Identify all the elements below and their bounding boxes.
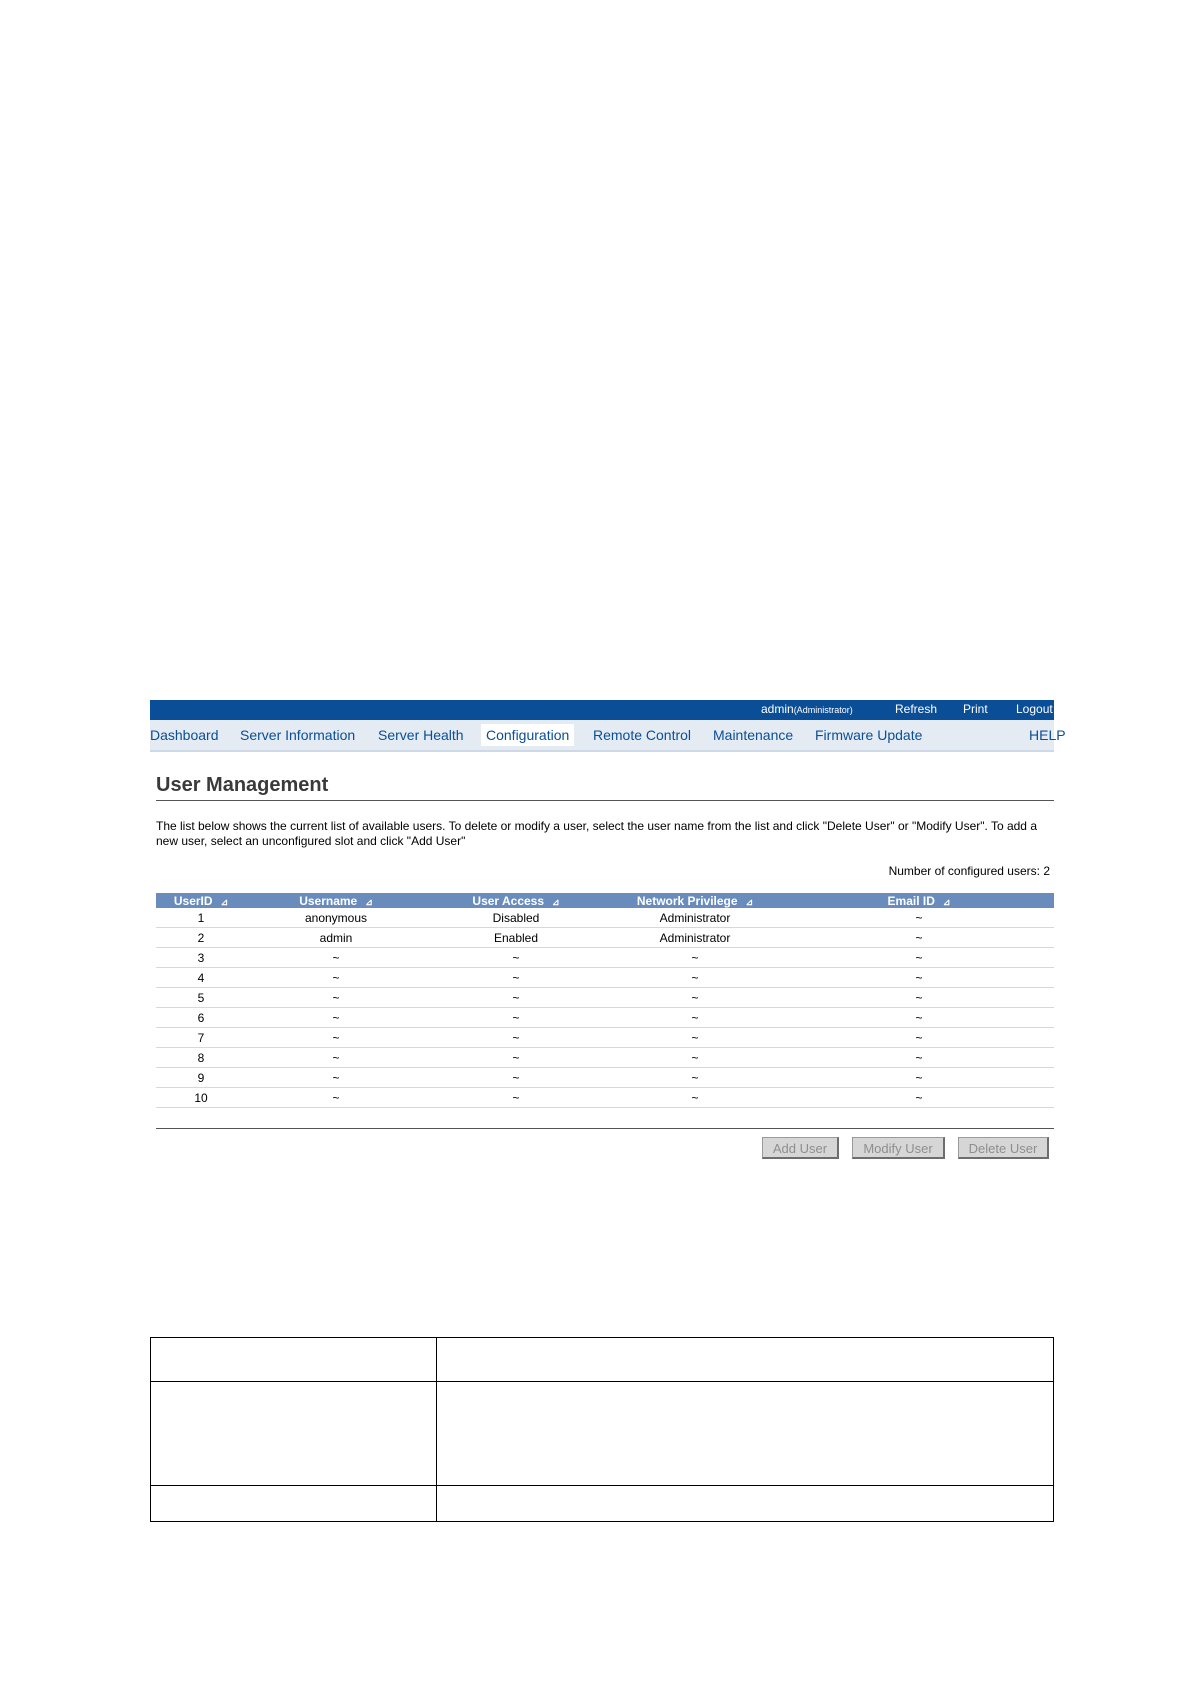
sort-icon: ⊿ [745,896,754,907]
refresh-link[interactable]: Refresh [895,702,938,716]
sort-icon: ⊿ [365,896,373,907]
current-user [761,702,853,716]
cell-username: ~ [246,1088,426,1108]
cell-username: ~ [246,968,426,988]
cell-email-id: ~ [784,1008,1054,1028]
sort-icon: ⊿ [942,896,951,907]
screenshot [150,700,1066,1160]
nav-maintenance[interactable]: Maintenance [713,727,794,743]
cell-email-id: ~ [784,1088,1054,1108]
empty-cell [436,1486,1053,1522]
cell-username: ~ [246,948,426,968]
logout-link[interactable]: Logout [1016,702,1053,716]
cell-email-id: ~ [784,988,1054,1008]
divider [156,1128,1054,1129]
table-row [151,1382,1054,1486]
cell-username: ~ [246,1028,426,1048]
table-row[interactable] [156,1068,1054,1088]
help-link[interactable]: HELP [1029,727,1066,743]
nav-server-information[interactable]: Server Information [240,727,356,743]
sort-icon: ⊿ [220,896,229,907]
cell-user-access: ~ [426,948,606,968]
column-header-username[interactable]: Username ⊿ [246,893,426,908]
empty-cell [436,1338,1053,1382]
empty-cell [151,1338,437,1382]
cell-network-privilege: ~ [606,988,784,1008]
nav-server-health[interactable]: Server Health [378,727,464,743]
cell-userid: 3 [156,948,246,968]
cell-email-id: ~ [784,1048,1054,1068]
cell-username: ~ [246,1068,426,1088]
nav-configuration[interactable]: Configuration [481,724,574,746]
table-row[interactable] [156,988,1054,1008]
cell-network-privilege: Administrator [606,908,784,928]
nav-remote-control[interactable]: Remote Control [593,727,692,743]
cell-user-access: ~ [426,1048,606,1068]
cell-username: anonymous [246,908,426,928]
cell-userid: 2 [156,928,246,948]
cell-username: ~ [246,1008,426,1028]
delete-user-button[interactable]: Delete User [958,1137,1049,1159]
table-row[interactable] [156,968,1054,988]
nav-firmware-update[interactable]: Firmware Update [815,727,923,743]
cell-network-privilege: ~ [606,1068,784,1088]
modify-user-button[interactable]: Modify User [852,1137,945,1159]
table-row[interactable] [156,908,1054,928]
page-title: User Management [156,774,1054,801]
table-row[interactable] [156,948,1054,968]
main-nav [150,720,1066,752]
configured-users-count: Number of configured users: 2 [888,864,1050,878]
cell-user-access: Disabled [426,908,606,928]
cell-userid: 7 [156,1028,246,1048]
empty-cell [151,1382,437,1486]
column-header-email-id[interactable]: Email ID ⊿ [784,893,1054,908]
cell-username: ~ [246,1048,426,1068]
cell-email-id: ~ [784,908,1054,928]
cell-userid: 1 [156,908,246,928]
page-description: The list below shows the current list of available users. To delete or modify a user, select the user name from the list and click "Delete User" or "Modify User". To add a new user, select an unconfigured slot and click "Add User" [156,819,1037,848]
cell-user-access: ~ [426,1028,606,1048]
empty-cell [151,1486,437,1522]
column-header-network-privilege[interactable]: Network Privilege ⊿ [606,893,784,908]
cell-network-privilege: ~ [606,1088,784,1108]
cell-userid: 9 [156,1068,246,1088]
cell-email-id: ~ [784,948,1054,968]
table-row [151,1486,1054,1522]
user-table [156,893,1054,1108]
table-row[interactable] [156,1048,1054,1068]
cell-user-access: ~ [426,1088,606,1108]
cell-email-id: ~ [784,928,1054,948]
cell-userid: 4 [156,968,246,988]
cell-userid: 5 [156,988,246,1008]
add-user-button[interactable]: Add User [762,1137,839,1159]
cell-user-access: ~ [426,1068,606,1088]
print-link[interactable]: Print [963,702,988,716]
column-header-user-access[interactable]: User Access ⊿ [426,893,606,908]
empty-outline-table [150,1337,1054,1522]
cell-network-privilege: ~ [606,1048,784,1068]
cell-network-privilege: Administrator [606,928,784,948]
cell-network-privilege: ~ [606,968,784,988]
table-row [151,1338,1054,1382]
table-header-row [156,893,1054,908]
table-row[interactable] [156,1088,1054,1108]
column-header-userid[interactable]: UserID ⊿ [156,893,246,908]
cell-network-privilege: ~ [606,1008,784,1028]
cell-network-privilege: ~ [606,1028,784,1048]
top-bar [150,700,1054,720]
cell-email-id: ~ [784,1028,1054,1048]
cell-network-privilege: ~ [606,948,784,968]
cell-user-access: Enabled [426,928,606,948]
cell-username: admin [246,928,426,948]
cell-userid: 8 [156,1048,246,1068]
empty-cell [436,1382,1053,1486]
cell-username: ~ [246,988,426,1008]
user-name: admin [761,702,794,716]
cell-userid: 6 [156,1008,246,1028]
nav-dashboard[interactable]: Dashboard [150,727,219,743]
table-row[interactable] [156,1028,1054,1048]
table-row[interactable] [156,1008,1054,1028]
cell-userid: 10 [156,1088,246,1108]
table-row[interactable] [156,928,1054,948]
cell-user-access: ~ [426,1008,606,1028]
sort-icon: ⊿ [552,896,560,907]
cell-user-access: ~ [426,968,606,988]
cell-user-access: ~ [426,988,606,1008]
cell-email-id: ~ [784,1068,1054,1088]
user-role: (Administrator) [793,705,853,715]
cell-email-id: ~ [784,968,1054,988]
